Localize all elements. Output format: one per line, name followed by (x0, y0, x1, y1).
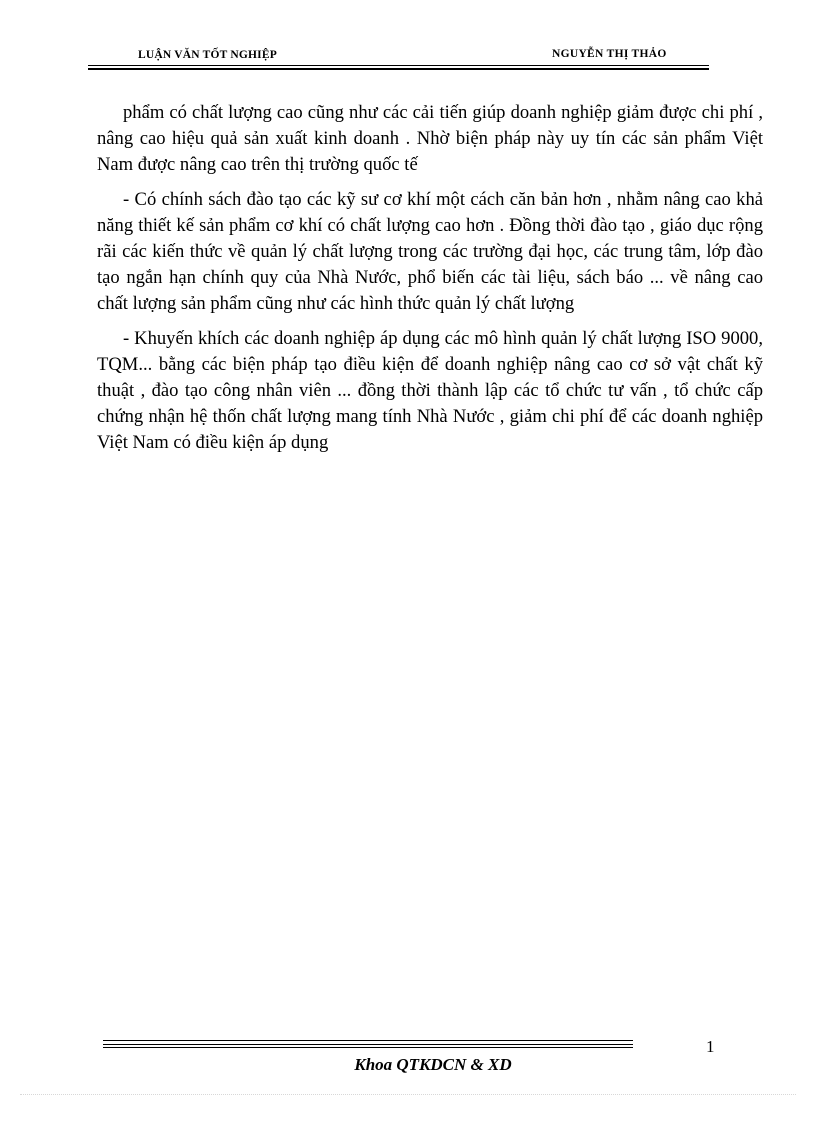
paragraph-encourage-iso: - Khuyến khích các doanh nghiệp áp dụng các mô hình quản lý chất lượng ISO 9000, TQM... bằng các biện pháp tạo điều kiện để doanh nghiệp nâng cao cơ sở vật chất kỹ thuật , đào tạo công nhân viên ... đồng thời thành lập các tổ chức tư vấn , tổ chức cấp chứng nhận hệ thốn chất lượng mang tính Nhà Nước , giảm chi phí để các doanh nghiệp Việt Nam có điều kiện áp dụng (97, 327, 763, 454)
header-title: LUẬN VĂN TỐT NGHIỆP (138, 49, 277, 61)
header-author: NGUYỄN THỊ THẢO (552, 48, 667, 60)
footer-rule-bottom (103, 1047, 633, 1048)
paragraph-continuation: phẩm có chất lượng cao cũng như các cải tiến giúp doanh nghiệp giảm được chi phí , nâng cao hiệu quả sản xuất kinh doanh . Nhờ biện pháp này uy tín các sản phẩm Việt Nam được nâng cao trên thị trường quốc tế (97, 102, 763, 176)
footer-faculty: Khoa QTKDCN & XD (354, 1055, 512, 1074)
page-bottom-border (20, 1094, 796, 1095)
header-rule-bottom (88, 69, 709, 70)
body-text (97, 100, 763, 465)
footer-rule (103, 1040, 633, 1045)
page-number: 1 (706, 1037, 715, 1056)
paragraph-training-policy: - Có chính sách đào tạo các kỹ sư cơ khí một cách căn bản hơn , nhằm nâng cao khả năng thiết kế sản phẩm cơ khí có chất lượng cao hơn . Đồng thời đào tạo , giáo dục rộng rãi các kiến thức về quản lý chất lượng trong các trường đại học, các trung tâm, lớp đào tạo ngắn hạn chính quy của Nhà Nước, phổ biến các tài liệu, sách báo ... về nâng cao chất lượng sản phẩm cũng như các hình thức quản lý chất lượng (97, 188, 763, 315)
